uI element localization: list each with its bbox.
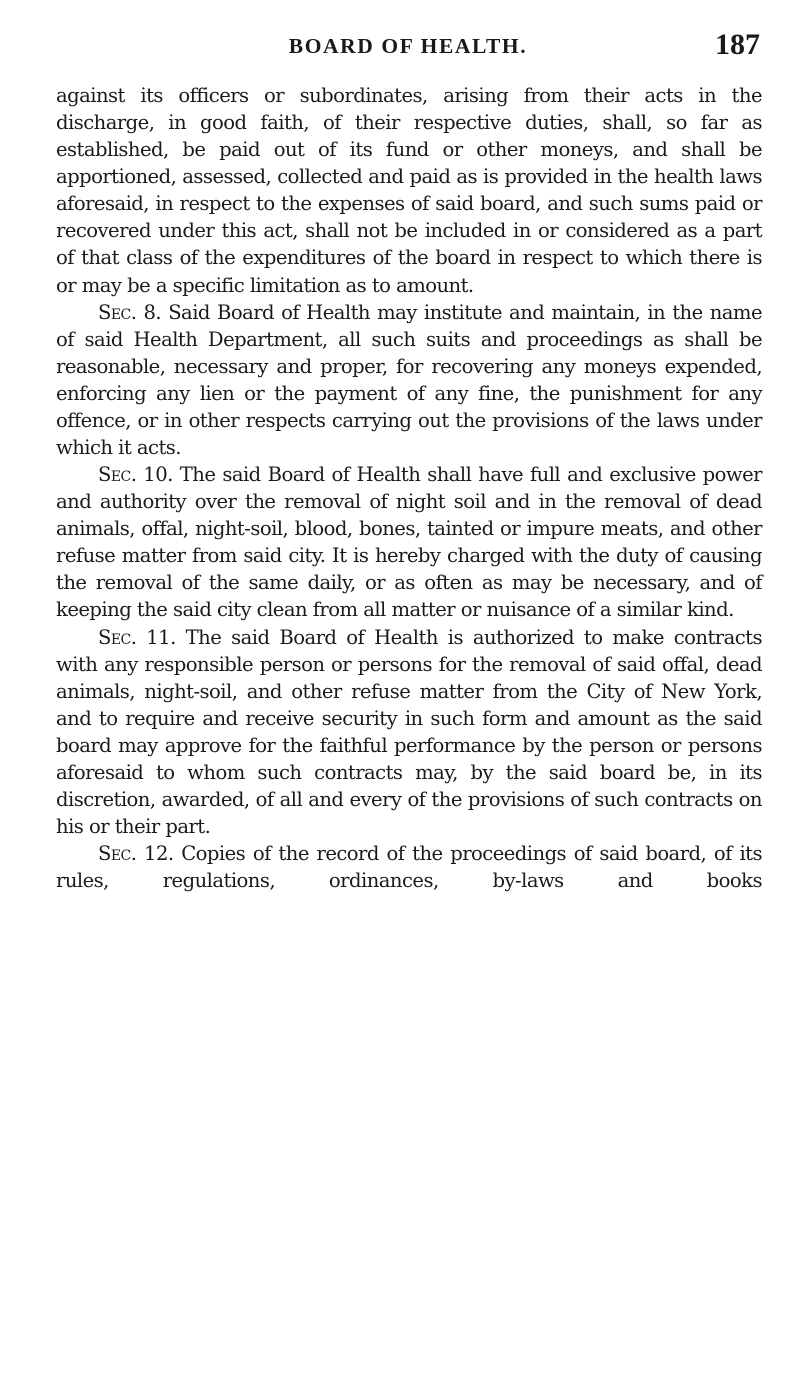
section-label: Sec. 11. [98, 625, 176, 649]
running-title: BOARD OF HEALTH. [288, 34, 528, 58]
paragraph-text: The said Board of Health shall have full and exclusive power and authority over the removal of night soil and in the removal of dead animals, offal, night-soil, blood, bones, tainted or impure meats, and other refuse matter from said city. It is hereby charged with the duty of causing the removal of the same daily, or as often as may be necessary, and of keeping the said city clean from all matter or nuisance of a similar kind. [56, 463, 762, 622]
paragraph-text: Copies of the record of the proceedings of said board, of its rules, regulations, ordinances, by-laws and books [56, 842, 762, 893]
body-text [56, 82, 762, 894]
section-11-paragraph [56, 624, 762, 841]
section-12-paragraph [56, 840, 762, 894]
section-8-paragraph [56, 299, 762, 461]
page-number: 187 [715, 28, 760, 61]
running-head [56, 28, 760, 68]
section-label: Sec. 10. [98, 463, 173, 487]
paragraph-text: Said Board of Health may institute and maintain, in the name of said Health Department, all such suits and proceedings as shall be reasonable, necessary and proper, for recovering any moneys expended, enforcing any lien or the payment of any fine, the punishment for any offence, or in other respects carrying out the provisions of the laws under which it acts. [56, 300, 763, 460]
paragraph-text: The said Board of Health is authorized to make contracts with any responsible person or persons for the removal of said offal, dead animals, night-soil, and other refuse matter from the City of New York, and to require and receive security in such form and amount as the said board may approve for the faithful performance by the person or persons aforesaid to whom such contracts may, by the said board be, in its discretion, awarded, of all and every of the provisions of such contracts on his or their part. [56, 625, 762, 839]
section-label: Sec. 12. [98, 842, 174, 866]
paragraph-text: against its officers or subordinates, arising from their acts in the discharge, in good faith, of their respective duties, shall, so far as established, be paid out of its fund or other moneys, and shall be apportioned, assessed, collected and paid as is provided in the health laws aforesaid, in respect to the expenses of said board, and such sums paid or recovered under this act, shall not be included in or considered as a part of that class of the expenditures of the board in respect to which there is or may be a specific limitation as to amount. [56, 84, 762, 297]
section-label: Sec. 8. [98, 300, 162, 324]
paragraph-continued [56, 82, 762, 299]
section-10-paragraph [56, 461, 762, 623]
